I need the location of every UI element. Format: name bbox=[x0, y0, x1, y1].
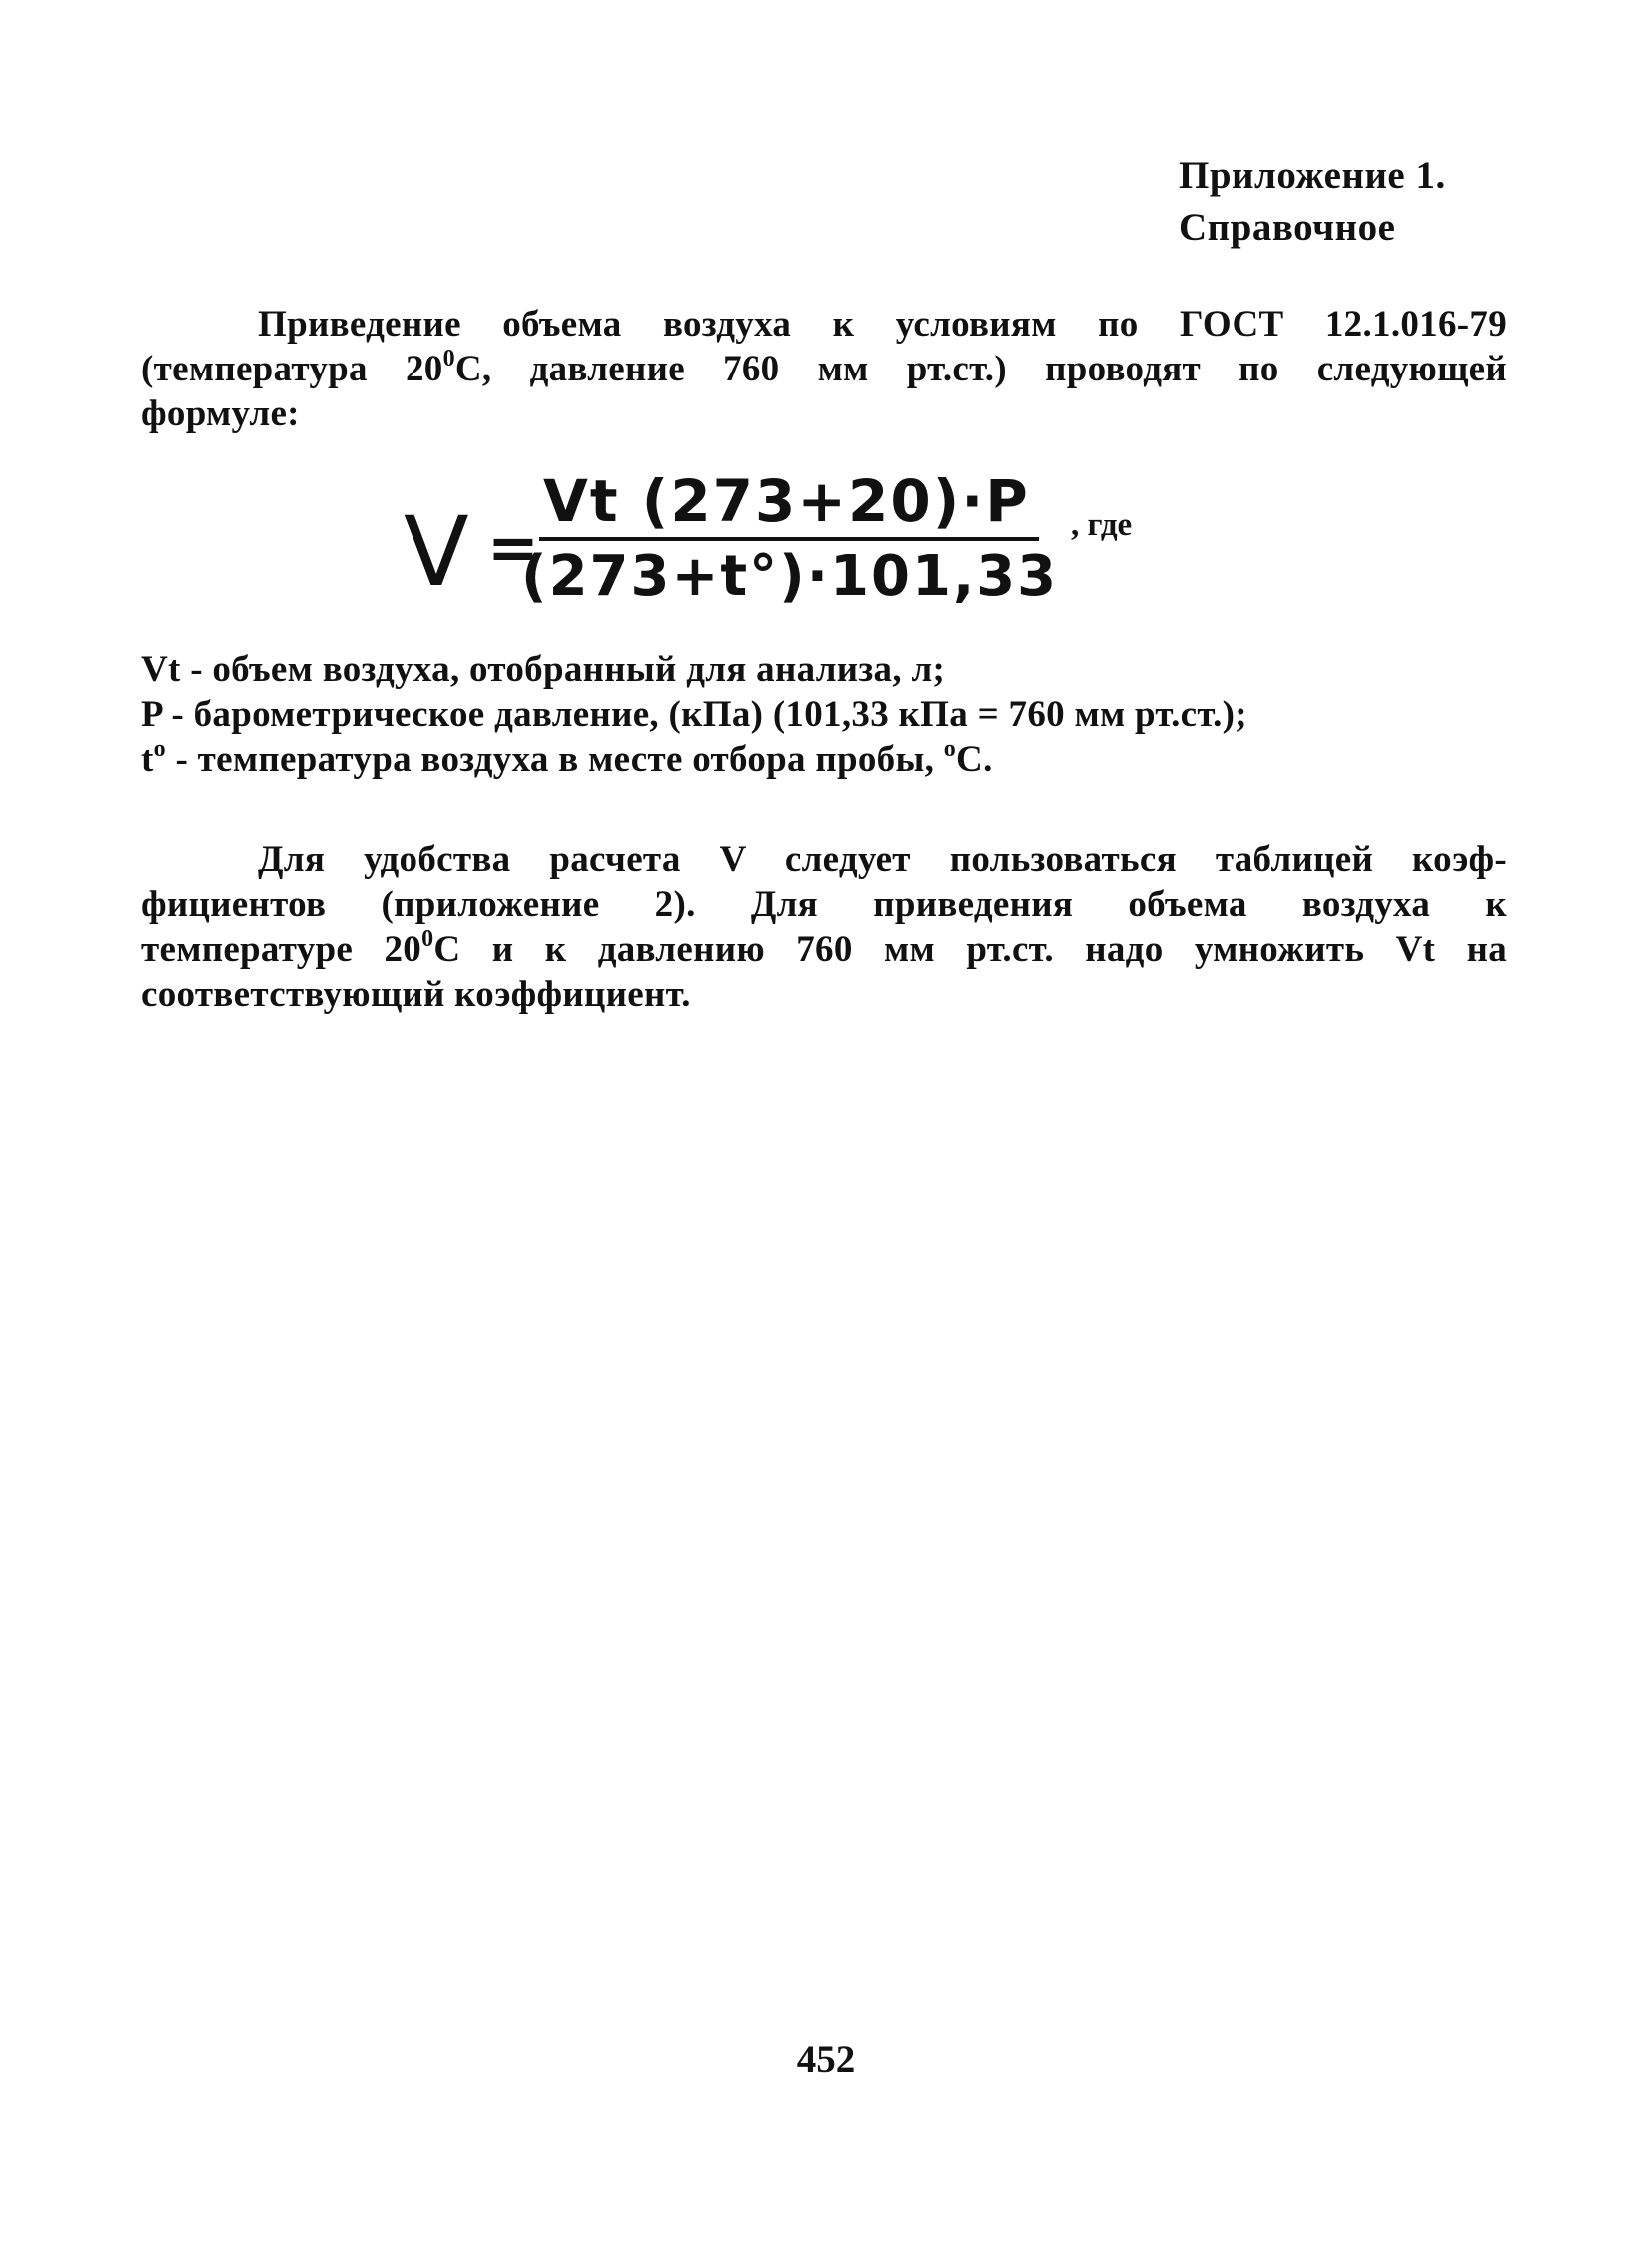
intro-paragraph bbox=[141, 302, 1507, 436]
usage-line-4: соответствующий коэффициент. bbox=[141, 974, 691, 1015]
appendix-number: Приложение 1. bbox=[1179, 154, 1446, 197]
page-number: 452 bbox=[796, 2038, 856, 2081]
formula-svg bbox=[404, 469, 1203, 619]
intro-line-2: (температура $20^0С$, давление 760 мм рт.ст.) проводят по следующей bbox=[141, 346, 1507, 389]
formula-denominator: (273+t°)·101,33 bbox=[521, 544, 1059, 609]
formula bbox=[404, 469, 1203, 619]
appendix-type: Справочное bbox=[1179, 206, 1396, 249]
usage-line-2: фициентов (приложение 2). Для приведения объема воздуха к bbox=[141, 884, 1507, 925]
intro-line-3: формуле: bbox=[141, 393, 300, 434]
definition-p: P - барометрическое давление, (кПа) (101,33 кПа = 760 мм рт.ст.); bbox=[141, 694, 1247, 735]
formula-equals: = bbox=[487, 511, 539, 584]
appendix-heading bbox=[1179, 150, 1446, 254]
definition-t: $t^o$ - температура воздуха в месте отбора пробы, $^o$С. bbox=[141, 736, 993, 780]
formula-numerator: Vt (273+20)·P bbox=[543, 469, 1030, 535]
definition-vt: Vt - объем воздуха, отобранный для анализа, л; bbox=[141, 649, 946, 690]
formula-where: , где bbox=[1071, 507, 1133, 543]
formula-lhs: V bbox=[404, 496, 469, 608]
usage-line-1: Для удобства расчета V следует пользоваться таблицей коэф- bbox=[258, 839, 1507, 880]
definitions-list bbox=[141, 647, 1507, 782]
usage-line-3: температуре $20^0С$ и к давлению 760 мм рт.ст. надо умножить Vt на bbox=[141, 926, 1507, 970]
intro-line-1: Приведение объема воздуха к условиям по ГОСТ 12.1.016-79 bbox=[258, 304, 1507, 345]
usage-paragraph bbox=[141, 837, 1507, 1017]
